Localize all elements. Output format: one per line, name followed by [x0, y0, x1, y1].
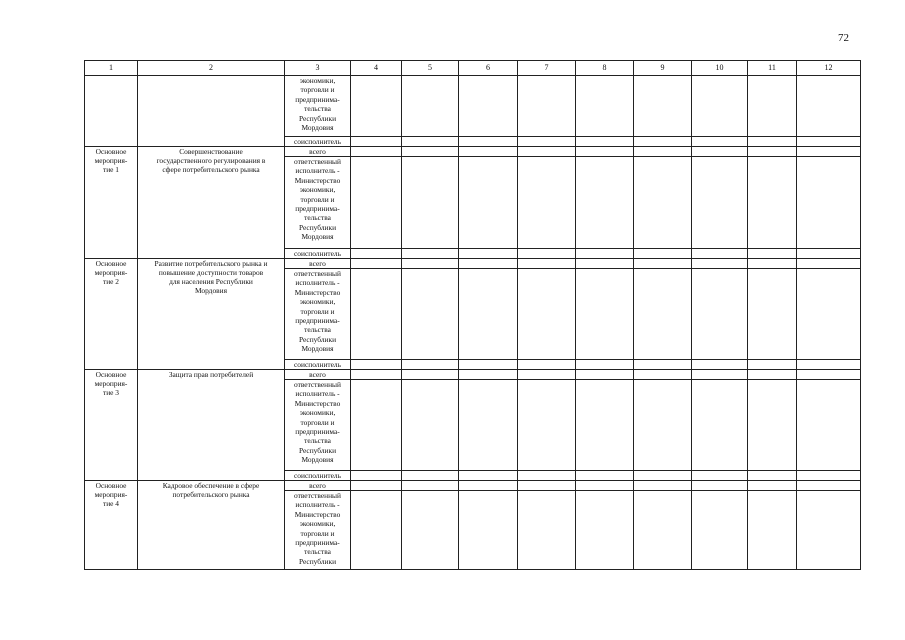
event-title [138, 147, 285, 259]
value-cell [459, 259, 518, 269]
co-executor-cell: соисполнитель [285, 471, 351, 481]
value-cell [518, 157, 576, 249]
co-executor-cell: соисполнитель [285, 137, 351, 147]
table-row [85, 481, 861, 491]
value-cell [351, 157, 402, 249]
value-cell [797, 76, 861, 137]
event-label-text: Основное мероприя- тие 2 [94, 259, 128, 286]
value-cell [692, 259, 748, 269]
value-cell [634, 481, 692, 491]
event-label-text: Основное мероприя- тие 1 [94, 147, 128, 174]
value-cell [402, 481, 459, 491]
value-cell [576, 259, 634, 269]
value-cell [518, 380, 576, 471]
value-cell [748, 370, 797, 380]
column-header: 1 [85, 61, 138, 76]
value-cell [518, 491, 576, 570]
value-cell [634, 259, 692, 269]
value-cell [518, 360, 576, 370]
value-cell [692, 76, 748, 137]
value-cell [402, 137, 459, 147]
value-cell [748, 157, 797, 249]
value-cell [748, 491, 797, 570]
executor-cell-text: ответственный исполнитель - Министерство экономики, торговли и предпринима- тельства Республики [294, 491, 341, 566]
value-cell [459, 147, 518, 157]
event-label [85, 481, 138, 570]
total-cell: всего [285, 259, 351, 269]
value-cell [402, 360, 459, 370]
value-cell [748, 76, 797, 137]
value-cell [402, 259, 459, 269]
column-header: 9 [634, 61, 692, 76]
total-cell: всего [285, 370, 351, 380]
value-cell [748, 147, 797, 157]
total-cell: всего [285, 147, 351, 157]
value-cell [634, 249, 692, 259]
value-cell [459, 360, 518, 370]
column-header: 6 [459, 61, 518, 76]
value-cell [351, 76, 402, 137]
event-label [85, 147, 138, 259]
executor-cell-text: ответственный исполнитель - Министерство экономики, торговли и предпринима- тельства Республики Мордовия [294, 157, 341, 242]
description-cell [138, 76, 285, 147]
value-cell [634, 380, 692, 471]
value-cell [692, 481, 748, 491]
value-cell [797, 147, 861, 157]
value-cell [748, 269, 797, 360]
value-cell [576, 370, 634, 380]
column-header: 7 [518, 61, 576, 76]
co-executor-cell: соисполнитель [285, 249, 351, 259]
executor-cell [285, 76, 351, 137]
value-cell [634, 360, 692, 370]
value-cell [459, 157, 518, 249]
executor-cell [285, 380, 351, 471]
value-cell [748, 471, 797, 481]
value-cell [459, 137, 518, 147]
event-cell [85, 76, 138, 147]
table-row [85, 259, 861, 269]
value-cell [402, 471, 459, 481]
value-cell [351, 259, 402, 269]
executor-cell-text: экономики, торговли и предпринима- тельства Республики Мордовия [295, 76, 340, 133]
program-table [84, 60, 861, 570]
value-cell [402, 370, 459, 380]
value-cell [459, 380, 518, 471]
value-cell [351, 249, 402, 259]
value-cell [459, 471, 518, 481]
event-label-text: Основное мероприя- тие 4 [94, 481, 128, 508]
value-cell [748, 360, 797, 370]
value-cell [692, 269, 748, 360]
column-header: 10 [692, 61, 748, 76]
event-title-text: Кадровое обеспечение в сфере потребительского рынка [162, 481, 260, 499]
value-cell [797, 269, 861, 360]
value-cell [634, 491, 692, 570]
column-header: 2 [138, 61, 285, 76]
total-cell: всего [285, 481, 351, 491]
value-cell [576, 491, 634, 570]
event-title [138, 481, 285, 570]
value-cell [634, 269, 692, 360]
value-cell [402, 76, 459, 137]
page-number: 72 [838, 32, 849, 44]
value-cell [797, 471, 861, 481]
executor-cell-text: ответственный исполнитель - Министерство экономики, торговли и предпринима- тельства Республики Мордовия [294, 380, 341, 465]
column-header: 5 [402, 61, 459, 76]
value-cell [692, 370, 748, 380]
value-cell [748, 137, 797, 147]
executor-cell [285, 157, 351, 249]
value-cell [797, 157, 861, 249]
event-label-text: Основное мероприя- тие 3 [94, 370, 128, 397]
value-cell [692, 491, 748, 570]
value-cell [634, 471, 692, 481]
value-cell [797, 360, 861, 370]
value-cell [459, 481, 518, 491]
value-cell [518, 137, 576, 147]
value-cell [576, 471, 634, 481]
event-title-text: Защита прав потребителей [168, 370, 254, 379]
value-cell [576, 269, 634, 360]
event-title-text: Совершенствование государственного регулирования в сфере потребительского рынка [156, 147, 266, 174]
value-cell [748, 380, 797, 471]
value-cell [402, 249, 459, 259]
value-cell [351, 269, 402, 360]
value-cell [351, 137, 402, 147]
value-cell [634, 370, 692, 380]
value-cell [351, 471, 402, 481]
value-cell [692, 137, 748, 147]
value-cell [518, 370, 576, 380]
value-cell [351, 481, 402, 491]
value-cell [634, 147, 692, 157]
value-cell [797, 259, 861, 269]
executor-cell [285, 491, 351, 570]
value-cell [797, 370, 861, 380]
event-label [85, 259, 138, 370]
value-cell [402, 269, 459, 360]
column-header: 12 [797, 61, 861, 76]
value-cell [402, 491, 459, 570]
value-cell [518, 481, 576, 491]
value-cell [518, 249, 576, 259]
value-cell [692, 471, 748, 481]
value-cell [576, 137, 634, 147]
value-cell [748, 481, 797, 491]
value-cell [576, 157, 634, 249]
value-cell [576, 481, 634, 491]
event-title [138, 259, 285, 370]
table-body [85, 61, 861, 570]
value-cell [797, 491, 861, 570]
value-cell [692, 249, 748, 259]
value-cell [576, 249, 634, 259]
value-cell [692, 157, 748, 249]
event-title-text: Развитие потребительского рынка и повышение доступности товаров для населения Республики Мордовия [154, 259, 268, 295]
table-row [85, 76, 861, 137]
value-cell [518, 147, 576, 157]
column-header: 8 [576, 61, 634, 76]
value-cell [518, 269, 576, 360]
table-row [85, 370, 861, 380]
co-executor-cell: соисполнитель [285, 360, 351, 370]
executor-cell-text: ответственный исполнитель - Министерство экономики, торговли и предпринима- тельства Республики Мордовия [294, 269, 341, 354]
value-cell [402, 157, 459, 249]
value-cell [797, 380, 861, 471]
column-header: 4 [351, 61, 402, 76]
table-row [85, 147, 861, 157]
value-cell [692, 380, 748, 471]
value-cell [518, 76, 576, 137]
value-cell [459, 491, 518, 570]
value-cell [634, 76, 692, 137]
value-cell [576, 76, 634, 137]
value-cell [634, 137, 692, 147]
value-cell [351, 491, 402, 570]
value-cell [459, 249, 518, 259]
executor-cell [285, 269, 351, 360]
value-cell [692, 360, 748, 370]
value-cell [518, 259, 576, 269]
value-cell [748, 249, 797, 259]
value-cell [402, 380, 459, 471]
value-cell [351, 370, 402, 380]
value-cell [351, 147, 402, 157]
value-cell [634, 157, 692, 249]
value-cell [797, 249, 861, 259]
value-cell [797, 481, 861, 491]
event-label [85, 370, 138, 481]
value-cell [748, 259, 797, 269]
value-cell [351, 360, 402, 370]
value-cell [459, 269, 518, 360]
header-row [85, 61, 861, 76]
value-cell [351, 380, 402, 471]
value-cell [459, 370, 518, 380]
value-cell [459, 76, 518, 137]
event-title [138, 370, 285, 481]
column-header: 3 [285, 61, 351, 76]
value-cell [576, 360, 634, 370]
value-cell [402, 147, 459, 157]
value-cell [576, 380, 634, 471]
column-header: 11 [748, 61, 797, 76]
value-cell [797, 137, 861, 147]
value-cell [576, 147, 634, 157]
value-cell [692, 147, 748, 157]
value-cell [518, 471, 576, 481]
